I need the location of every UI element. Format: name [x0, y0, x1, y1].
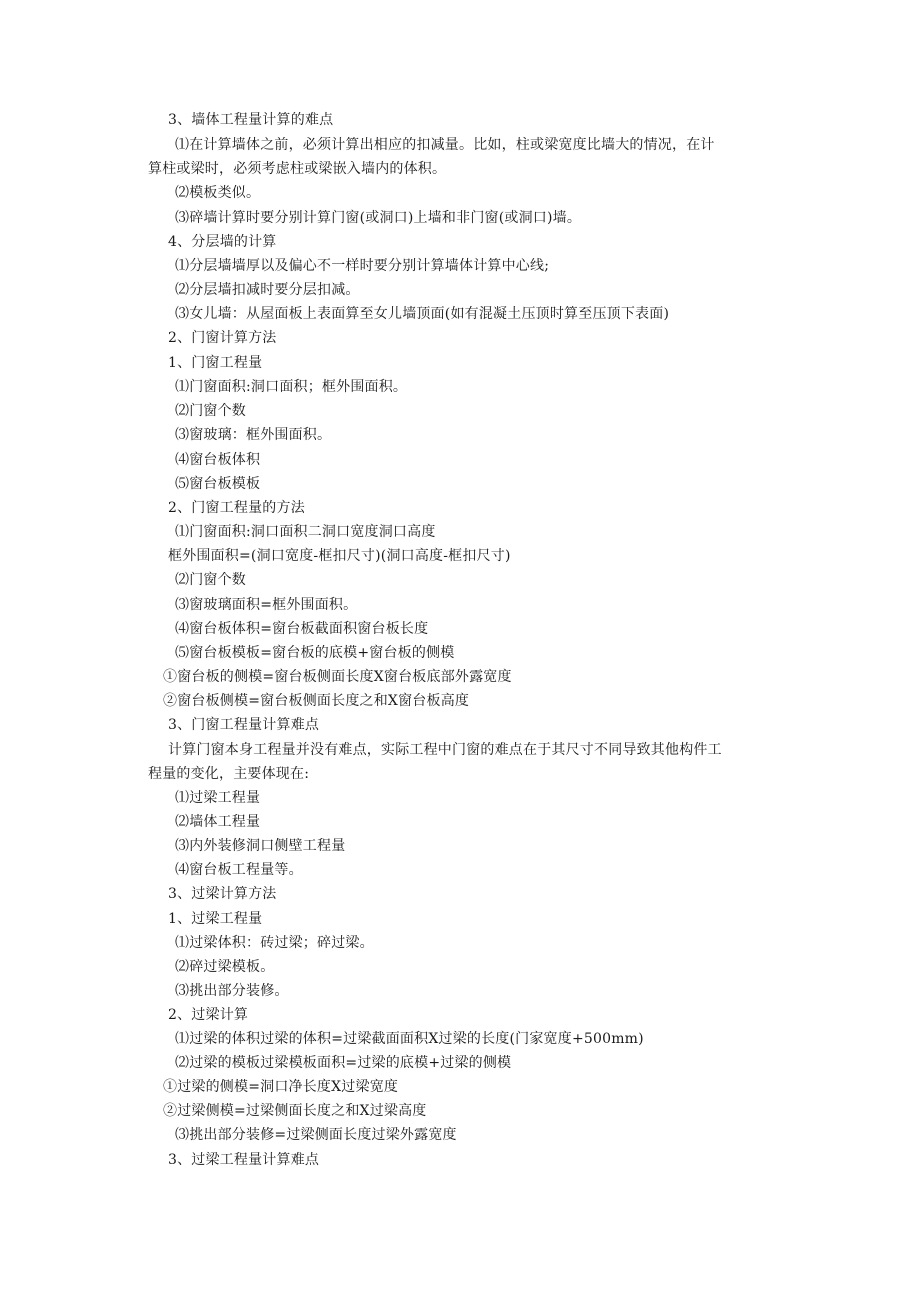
paragraph-line: 算柱或梁时，必须考虑柱或梁嵌入墙内的体积。: [148, 161, 447, 177]
list-item: ①过梁的侧模=洞口净长度X过梁宽度: [163, 1079, 399, 1095]
list-item: ⑶窗玻璃：框外围面积。: [175, 427, 332, 443]
list-item: ⑸窗台板模板=窗台板的底模+窗台板的侧模: [175, 645, 455, 661]
list-item: ⑴过梁体积：砖过梁；碎过梁。: [175, 935, 374, 951]
list-item: ⑷窗台板体积=窗台板截面积窗台板长度: [175, 621, 429, 637]
list-item: ②窗台板侧模=窗台板侧面长度之和X窗台板高度: [163, 693, 470, 709]
heading-lintel-method: 3、过梁计算方法: [168, 886, 277, 902]
list-item: ⑴门窗面积:洞口面积二洞口宽度洞口高度: [175, 524, 436, 540]
list-item: ⑵碎过梁模板。: [175, 959, 275, 975]
heading-door-window-quantity: 1、门窗工程量: [168, 355, 263, 371]
list-item: ⑵分层墙扣减时要分层扣减。: [175, 282, 360, 298]
list-item: ⑶窗玻璃面积=框外围面积。: [175, 597, 358, 613]
list-item: ⑶女儿墙：从屋面板上表面算至女儿墙顶面(如有混凝土压顶时算至压顶下表面): [175, 306, 670, 322]
list-item: ⑴过梁的体积过梁的体积=过梁截面面积X过梁的长度(门家宽度+500mm): [175, 1031, 644, 1047]
list-item: ⑶碎墙计算时要分别计算门窗(或洞口)上墙和非门窗(或洞口)墙。: [175, 210, 582, 226]
paragraph-line: ⑴在计算墙体之前，必须计算出相应的扣减量。比如，柱或梁宽度比墙大的情况，在计: [175, 137, 715, 153]
list-item: ①窗台板的侧模=窗台板侧面长度X窗台板底部外露宽度: [163, 669, 512, 685]
list-item: ②过梁侧模=过梁侧面长度之和X过梁高度: [163, 1103, 427, 1119]
heading-wall-difficulty: 3、墙体工程量计算的难点: [168, 112, 334, 128]
list-item: ⑵模板类似。: [175, 185, 261, 201]
heading-lintel-calculation: 2、过梁计算: [168, 1007, 249, 1023]
heading-lintel-difficulty: 3、过梁工程量计算难点: [168, 1152, 320, 1168]
list-item: ⑴分层墙墙厚以及偏心不一样时要分别计算墙体计算中心线;: [175, 258, 550, 274]
heading-layered-wall: 4、分层墙的计算: [168, 234, 277, 250]
paragraph-line: 计算门窗本身工程量并没有难点，实际工程中门窗的难点在于其尺寸不同导致其他构件工: [168, 742, 722, 758]
heading-door-window-difficulty: 3、门窗工程量计算难点: [168, 717, 320, 733]
list-item: ⑵墙体工程量: [175, 814, 261, 830]
heading-lintel-quantity: 1、过梁工程量: [168, 911, 263, 927]
paragraph-line: 程量的变化，主要体现在:: [148, 766, 310, 782]
list-item: ⑵门窗个数: [175, 403, 246, 419]
list-item: ⑸窗台板模板: [175, 476, 261, 492]
list-item: ⑶挑出部分装修=过梁侧面长度过梁外露宽度: [175, 1127, 457, 1143]
list-item: ⑷窗台板工程量等。: [175, 862, 303, 878]
list-item: ⑵门窗个数: [175, 572, 246, 588]
list-item: ⑴门窗面积:洞口面积；框外围面积。: [175, 379, 408, 395]
paragraph-line: 框外围面积=(洞口宽度-框扣尺寸)(洞口高度-框扣尺寸): [168, 548, 511, 564]
list-item: ⑷窗台板体积: [175, 452, 261, 468]
heading-door-window-method: 2、门窗计算方法: [168, 330, 277, 346]
heading-door-window-methods: 2、门窗工程量的方法: [168, 500, 305, 516]
list-item: ⑵过梁的模板过梁模板面积=过梁的底模+过梁的侧模: [175, 1055, 512, 1071]
list-item: ⑶内外装修洞口侧壁工程量: [175, 838, 346, 854]
list-item: ⑶挑出部分装修。: [175, 983, 289, 999]
list-item: ⑴过梁工程量: [175, 790, 261, 806]
